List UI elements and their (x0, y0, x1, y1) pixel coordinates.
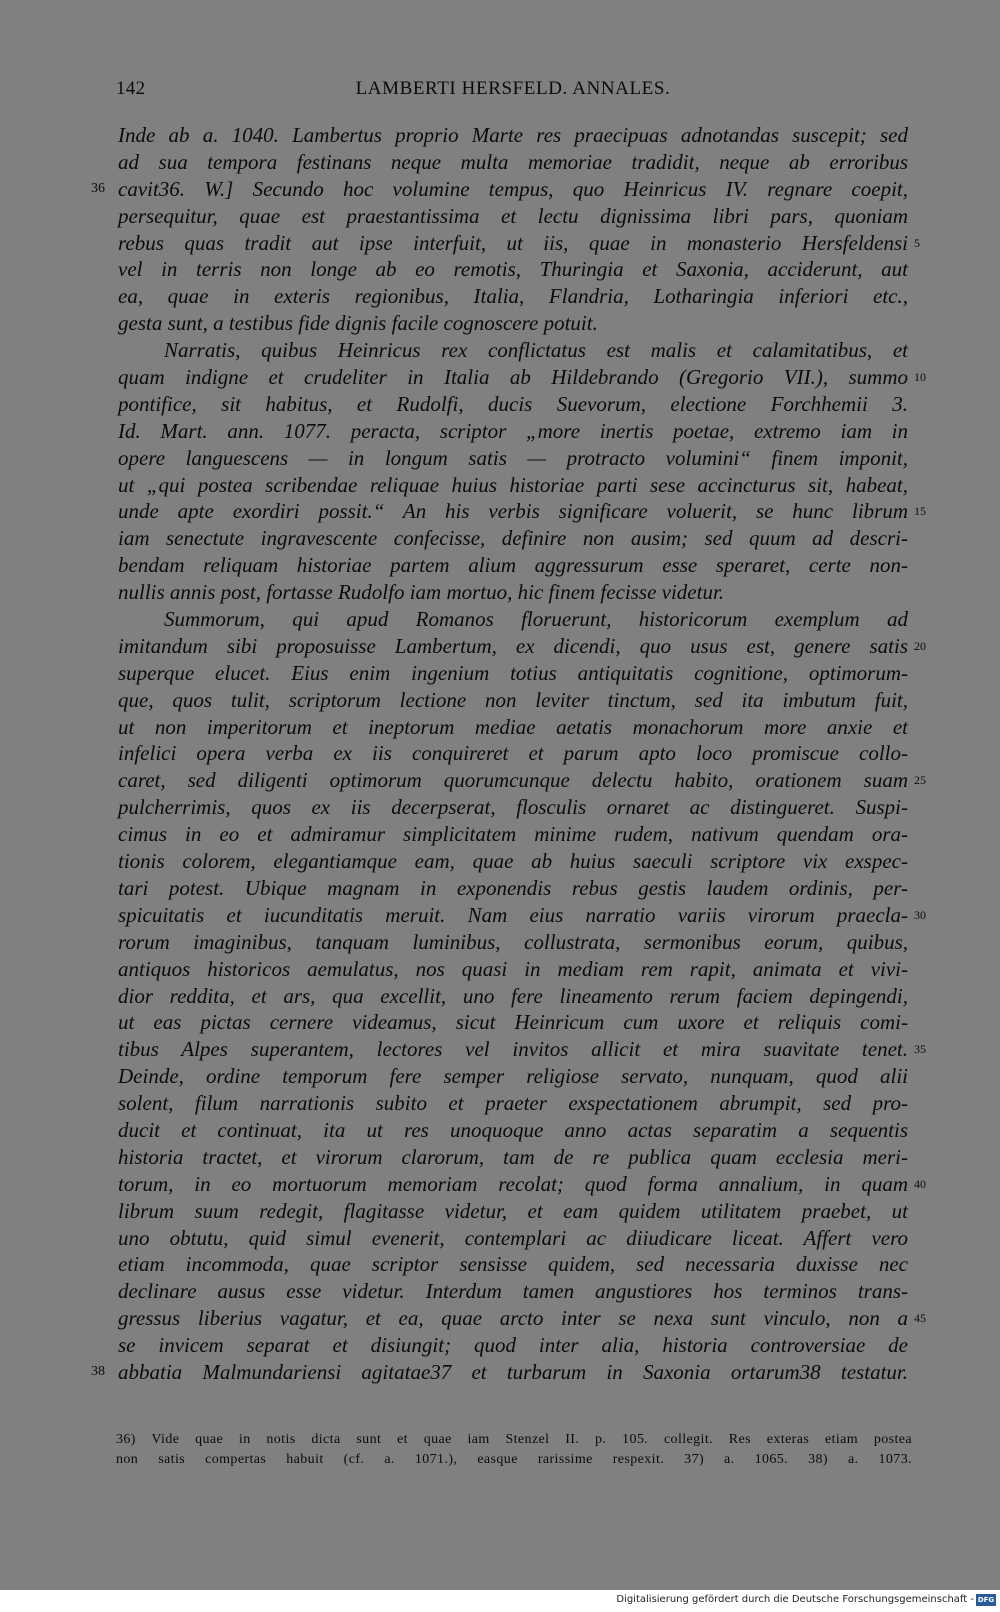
line-text: Summorum, qui apud Romanos floruerunt, historicorum exemplum ad (164, 607, 908, 632)
line-text: tibus Alpes superantem, lectores vel invitos allicit et mira suavitate tenet. (118, 1037, 908, 1062)
line-text: quam indigne et crudeliter in Italia ab Hildebrando (Gregorio VII.), summo (118, 365, 908, 390)
body-text (0, 122, 1000, 1386)
funding-credit: Digitalisierung gefördert durch die Deutsche Forschungsgemeinschaft - (616, 1594, 974, 1605)
text-line (0, 1009, 1000, 1036)
line-text: declinare ausus esse videtur. Interdum tamen angustiores hos terminos trans- (118, 1279, 908, 1304)
line-text: caret, sed diligenti optimorum quorumcunque delectu habito, orationem suam (118, 768, 908, 793)
margin-line-number: 30 (914, 907, 926, 922)
text-line (0, 956, 1000, 983)
text-line (0, 176, 1000, 203)
text-line (0, 794, 1000, 821)
text-line (0, 552, 1000, 579)
footnote-line: non satis compertas habuit (cf. a. 1071.), easque rarissime respexit. 37) a. 1065. 38) a. 1073. (116, 1452, 912, 1467)
text-line (0, 983, 1000, 1010)
text-line (0, 525, 1000, 552)
margin-line-number: 15 (914, 504, 926, 519)
text-line (0, 767, 1000, 794)
line-text: unde apte exordiri possit.“ An his verbis significare voluerit, se hunc librum (118, 499, 908, 524)
margin-line-number: 36 (91, 180, 105, 196)
text-line (0, 472, 1000, 499)
text-line (0, 1144, 1000, 1171)
line-text: pulcherrimis, quos ex iis decerpserat, flosculis ornaret ac distingueret. Suspi- (118, 795, 908, 820)
text-line (0, 740, 1000, 767)
line-text: rorum imaginibus, tanquam luminibus, collustrata, sermonibus eorum, quibus, (118, 929, 908, 954)
line-text: Id. Mart. ann. 1077. peracta, scriptor „more inertis poetae, extremo iam in (118, 418, 908, 443)
line-text: superque elucet. Eius enim ingenium totius antiquitatis cognitione, optimorum- (118, 660, 908, 685)
text-line (0, 445, 1000, 472)
line-text: infelici opera verba ex iis conquireret et parum apto loco promiscue collo- (118, 741, 908, 766)
text-line (0, 660, 1000, 687)
line-text: cimus in eo et admiramur simplicitatem minime rudem, nativum quendam ora- (118, 822, 908, 847)
text-line (0, 929, 1000, 956)
text-line (0, 687, 1000, 714)
line-text: dior reddita, et ars, qua excellit, uno fere lineamento rerum faciem depingendi, (118, 983, 908, 1008)
text-line (0, 203, 1000, 230)
text-line (0, 1278, 1000, 1305)
text-line (0, 1198, 1000, 1225)
line-text: Inde ab a. 1040. Lambertus proprio Marte res praecipuas adnotandas suscepit; sed (118, 123, 908, 147)
text-line (0, 1251, 1000, 1278)
line-text: iam senectute ingravescente confecisse, definire non ausim; sed quum ad descri- (118, 526, 908, 551)
line-text: tionis colorem, elegantiamque eam, quae ab huius saeculi scriptore vix exspec- (118, 849, 908, 874)
line-text: persequitur, quae est praestantissima et lectu dignissima libri pars, quoniam (118, 203, 908, 228)
digitization-footer (0, 1590, 1000, 1612)
text-line (0, 902, 1000, 929)
line-text: bendam reliquam historiae partem alium aggressurum esse speraret, certe non- (118, 553, 908, 578)
line-text: que, quos tulit, scriptorum lectione non leviter tinctum, sed ita imbutum fuit, (118, 687, 908, 712)
text-line (0, 418, 1000, 445)
line-text: Deinde, ordine temporum fere semper religiose servato, nunquam, quod alii (118, 1064, 908, 1089)
text-line (0, 256, 1000, 283)
margin-line-number: 45 (914, 1311, 926, 1326)
line-text: imitandum sibi proposuisse Lambertum, ex dicendi, quo usus est, genere satis (118, 633, 908, 658)
footnotes (116, 1430, 912, 1470)
line-text: antiquos historicos aemulatus, nos quasi in mediam rem rapit, animata et vivi- (118, 956, 908, 981)
text-line (0, 875, 1000, 902)
text-line (0, 149, 1000, 176)
line-text: librum suum redegit, flagitasse videtur, et eam quidem utilitatem praebet, ut (118, 1198, 908, 1223)
text-line (0, 1036, 1000, 1063)
text-line (0, 230, 1000, 257)
page-number: 142 (116, 78, 146, 99)
line-text: solent, filum narrationis subito et praeter exspectationem abrumpit, sed pro- (118, 1091, 908, 1116)
line-text: uno obtutu, quid simul evenerit, contemplari ac diiudicare liceat. Affert vero (118, 1225, 908, 1250)
line-text: abbatia Malmundariensi agitatae37 et turbarum in Saxonia ortarum38 testatur. (118, 1359, 908, 1384)
text-line (0, 1359, 1000, 1386)
line-text: historia tractet, et virorum clarorum, tam de re publica quam ecclesia meri- (118, 1144, 908, 1169)
text-line (0, 848, 1000, 875)
line-text: ducit et continuat, ita ut res unoquoque anno actas separatim a sequentis (118, 1117, 908, 1142)
text-line (0, 1117, 1000, 1144)
line-text: ut eas pictas cernere videamus, sicut Heinricum cum uxore et reliquis comi- (118, 1010, 908, 1035)
margin-line-number: 20 (914, 638, 926, 653)
line-text: ea, quae in exteris regionibus, Italia, Flandria, Lotharingia inferiori etc., (118, 284, 908, 309)
text-line (0, 498, 1000, 525)
line-text: se invicem separat et disiungit; quod inter alia, historia controversiae de (118, 1333, 908, 1358)
margin-line-number: 25 (914, 773, 926, 788)
line-text: spicuitatis et iucunditatis meruit. Nam eius narratio variis virorum praecla- (118, 902, 908, 927)
line-text: gressus liberius vagatur, et ea, quae arcto inter se nexa sunt vinculo, non a (118, 1306, 908, 1331)
line-text: Narratis, quibus Heinricus rex conflictatus est malis et calamitatibus, et (164, 338, 908, 363)
line-text: vel in terris non longe ab eo remotis, Thuringia et Saxonia, acciderunt, aut (118, 257, 908, 282)
running-head (116, 78, 910, 104)
footnote-line: 36) Vide quae in notis dicta sunt et quae iam Stenzel II. p. 105. collegit. Res exteras etiam postea (116, 1432, 912, 1447)
margin-line-number: 38 (91, 1363, 105, 1379)
line-text: cavit36. W.] Secundo hoc volumine tempus, quo Heinricus IV. regnare coepit, (118, 176, 908, 201)
text-line (0, 337, 1000, 364)
line-text: nullis annis post, fortasse Rudolfo iam mortuo, hic finem fecisse videtur. (118, 580, 725, 605)
text-line (0, 633, 1000, 660)
text-line (0, 606, 1000, 633)
text-line (0, 714, 1000, 741)
text-line (0, 283, 1000, 310)
text-line (0, 1090, 1000, 1117)
margin-line-number: 35 (914, 1042, 926, 1057)
margin-line-number: 5 (914, 235, 920, 250)
text-line (0, 122, 1000, 149)
text-line (0, 1332, 1000, 1359)
text-line (0, 364, 1000, 391)
text-line (0, 1171, 1000, 1198)
margin-line-number: 10 (914, 370, 926, 385)
line-text: pontifice, sit habitus, et Rudolfi, ducis Suevorum, electione Forchhemii 3. (118, 391, 908, 416)
line-text: ut „qui postea scribendae reliquae huius historiae parti sese accincturus sit, habeat, (118, 472, 908, 497)
text-line (0, 1305, 1000, 1332)
dfg-logo: DFG (977, 1596, 995, 1604)
line-text: ad sua tempora festinans neque multa memoriae tradidit, neque ab erroribus (118, 149, 908, 174)
line-text: opere languescens — in longum satis — protracto volumini“ finem imponit, (118, 445, 908, 470)
line-text: tari potest. Ubique magnam in exponendis rebus gestis laudem ordinis, per- (118, 875, 908, 900)
line-text: torum, in eo mortuorum memoriam recolat; quod forma annalium, in quam (118, 1171, 908, 1196)
running-title: LAMBERTI HERSFELD. ANNALES. (355, 78, 671, 99)
line-text: rebus quas tradit aut ipse interfuit, ut iis, quae in monasterio Hersfeldensi (118, 230, 908, 255)
line-text: gesta sunt, a testibus fide dignis facile cognoscere potuit. (118, 311, 598, 336)
line-text: ut non imperitorum et ineptorum mediae aetatis monachorum more anxie et (118, 714, 908, 739)
text-line (0, 310, 1000, 337)
text-line (0, 1063, 1000, 1090)
text-line (0, 821, 1000, 848)
text-line (0, 579, 1000, 606)
line-text: etiam incommoda, quae scriptor sensisse quidem, sed necessaria duxisse nec (118, 1252, 908, 1277)
text-line (0, 1225, 1000, 1252)
text-line (0, 391, 1000, 418)
margin-line-number: 40 (914, 1176, 926, 1191)
